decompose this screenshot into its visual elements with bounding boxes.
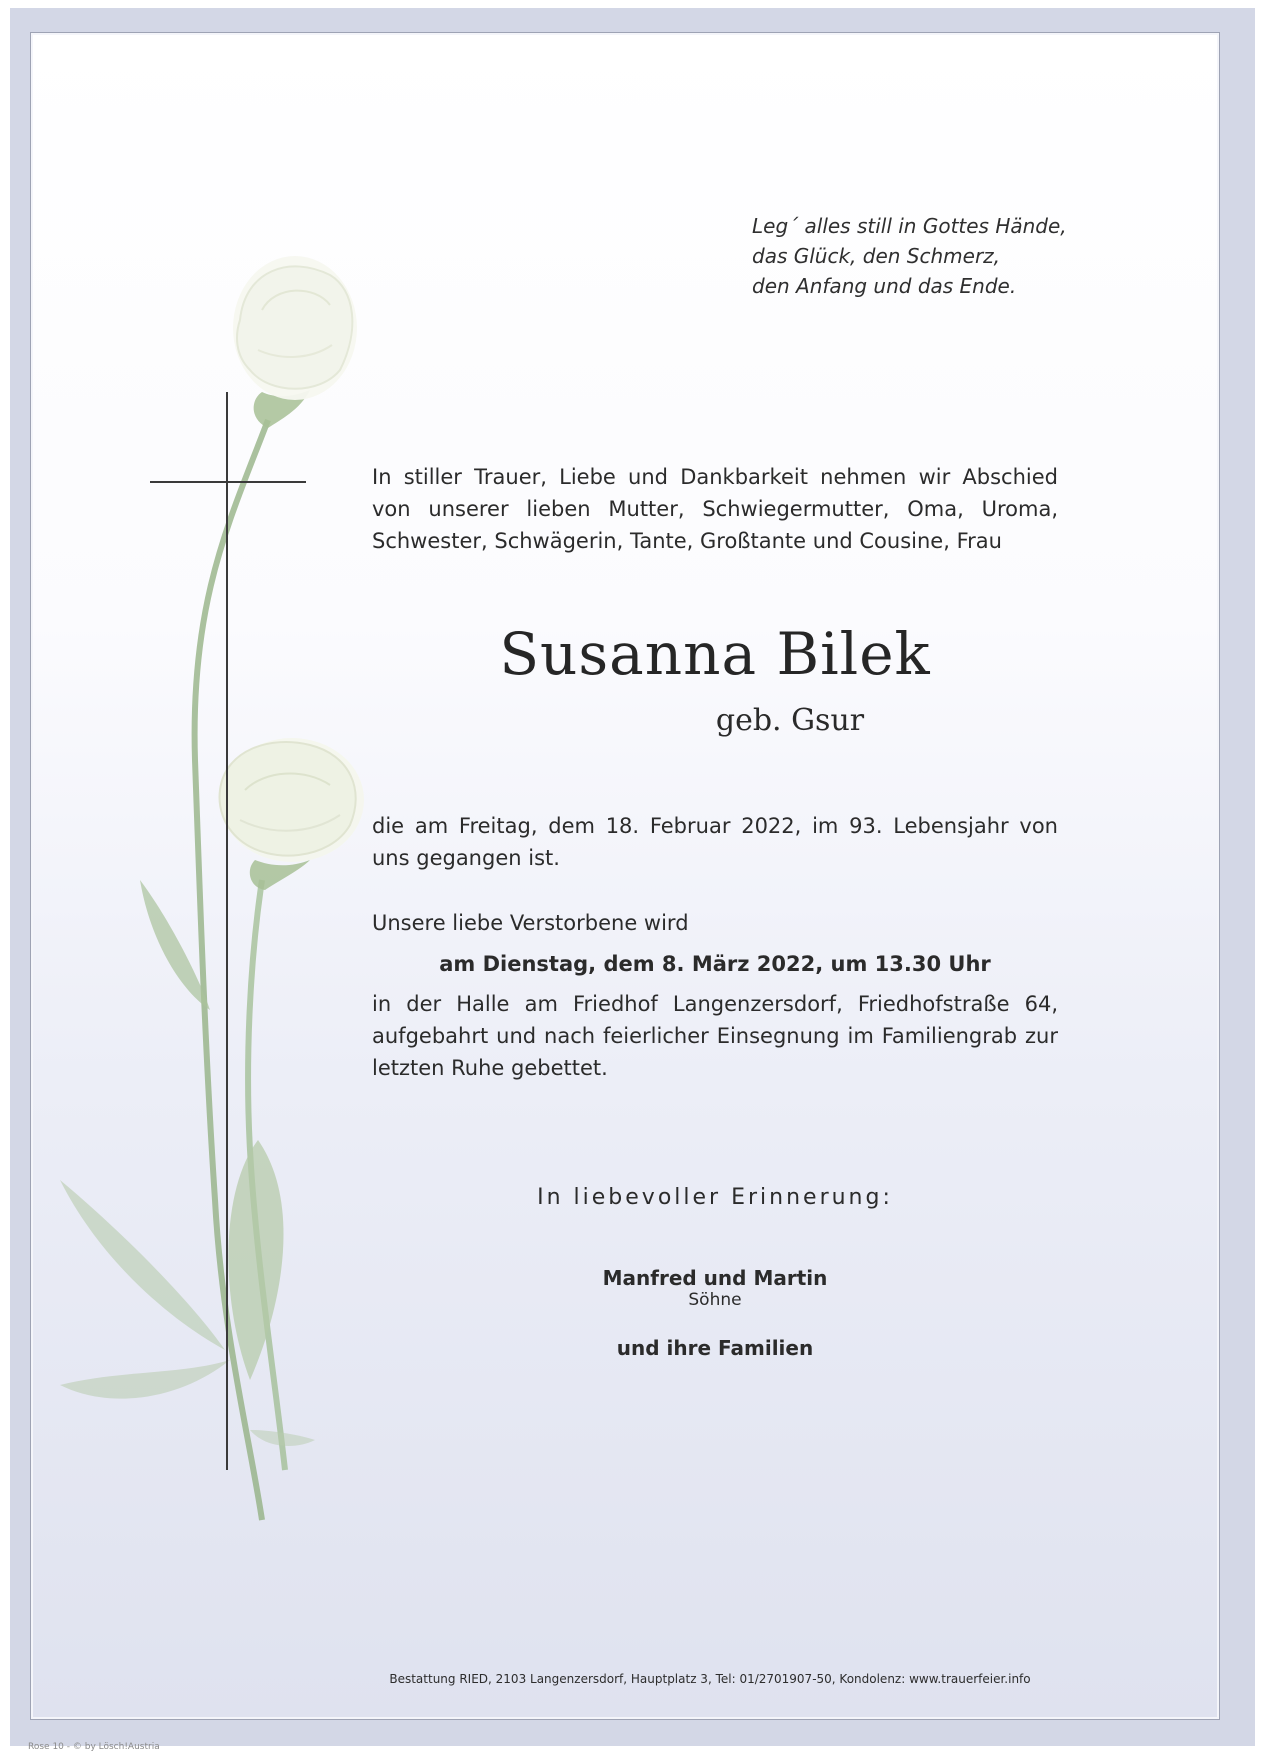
funeral-date: am Dienstag, dem 8. März 2022, um 13.30 Uhr <box>439 952 991 976</box>
poem-line: das Glück, den Schmerz, <box>752 244 1001 268</box>
funeral-details: in der Halle am Friedhof Langenzersdorf, Friedhofstraße 64, aufgebahrt und nach feierlicher Einsegnung im Familiengrab zur letzten Ruhe gebettet. <box>372 992 1058 1080</box>
cross-vertical-bar <box>226 392 228 1470</box>
mourner-names: Manfred und Martin <box>602 1266 828 1290</box>
deceased-name: Susanna Bilek <box>499 620 931 688</box>
poem-verse <box>752 211 1082 301</box>
mourner-families: und ihre Familien <box>616 1336 814 1360</box>
memory-heading: In liebevoller Erinnerung: <box>537 1185 893 1210</box>
poem-line: den Anfang und das Ende. <box>752 274 1017 298</box>
death-paragraph: die am Freitag, dem 18. Februar 2022, im 93. Lebensjahr von uns gegangen ist. <box>372 814 1058 870</box>
funeral-home-footer: Bestattung RIED, 2103 Langenzersdorf, Hauptplatz 3, Tel: 01/2701907-50, Kondolenz: www.trauerfeier.info <box>389 1672 1031 1686</box>
mourner-role: Söhne <box>688 1290 742 1310</box>
funeral-announcement: Unsere liebe Verstorbene wird <box>372 911 689 935</box>
image-credit: Rose 10 - © by Lösch!Austria <box>28 1742 160 1752</box>
birth-name: geb. Gsur <box>715 703 865 738</box>
cross-horizontal-bar <box>150 481 306 483</box>
poem-line: Leg´ alles still in Gottes Hände, <box>752 214 1067 238</box>
mourners-block <box>372 1266 1058 1360</box>
intro-paragraph: In stiller Trauer, Liebe und Dankbarkeit nehmen wir Abschied von unserer lieben Mutter, Schwiegermutter, Oma, Uroma, Schwester, Schwägerin, Tante, Großtante und Cousine, Frau <box>372 465 1058 553</box>
